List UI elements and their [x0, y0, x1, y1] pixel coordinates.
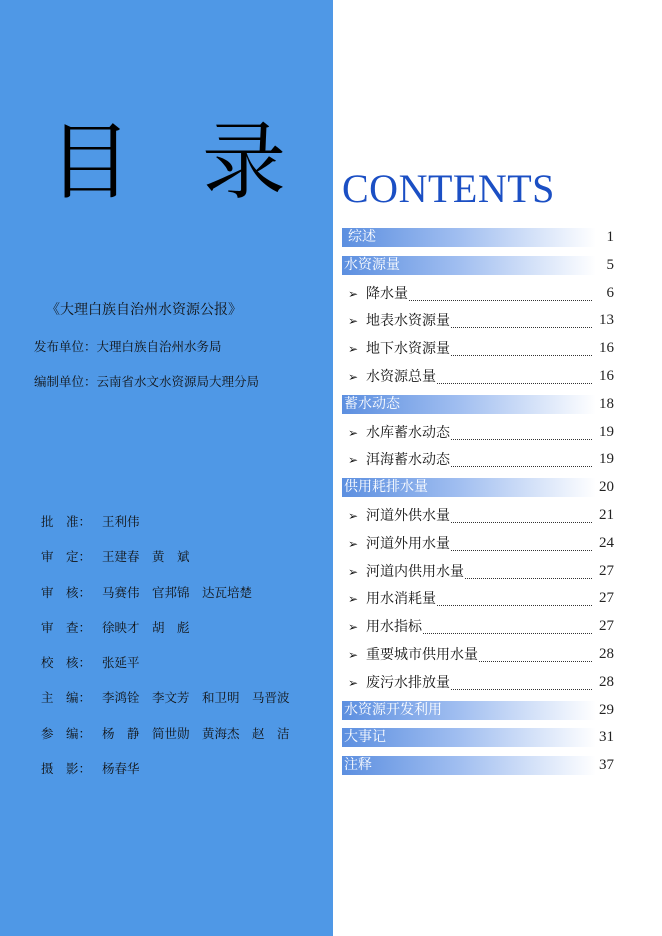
toc-entry-label: 地表水资源量 — [366, 313, 450, 330]
toc-entry-label: 水库蓄水动态 — [366, 424, 450, 441]
staff-row — [41, 724, 290, 759]
toc-page-number: 29 — [599, 701, 614, 718]
toc-section-entry[interactable] — [342, 532, 614, 560]
toc-page-number: 21 — [599, 506, 614, 523]
toc-page-number: 18 — [599, 395, 614, 412]
chapter-highlight-bar — [342, 228, 596, 247]
arrow-bullet-icon: ➢ — [348, 453, 359, 468]
toc-page-number: 20 — [599, 479, 614, 496]
report-name: 《大理白族自治州水资源公报》 — [46, 302, 242, 318]
toc-chapter-entry[interactable] — [342, 393, 614, 421]
toc-page-number: 27 — [599, 590, 614, 607]
toc-page-number: 16 — [599, 340, 614, 357]
staff-role: 校 核： — [41, 655, 92, 671]
arrow-bullet-icon: ➢ — [348, 536, 359, 551]
staff-names: 王建春 黄 斌 — [102, 549, 190, 565]
toc-page-number: 31 — [599, 729, 614, 746]
toc-page-number: 19 — [599, 451, 614, 468]
arrow-bullet-icon: ➢ — [348, 314, 359, 329]
publisher-line: 发布单位：大理白族自治州水务局 — [34, 339, 222, 354]
toc-entry-label: 水资源开发利用 — [344, 701, 442, 718]
toc-page-number: 27 — [599, 618, 614, 635]
toc-section-entry[interactable] — [342, 587, 614, 615]
staff-list — [41, 512, 290, 794]
compiler-line: 编制单位：云南省水文水资源局大理分局 — [34, 374, 260, 389]
staff-row — [41, 653, 290, 688]
toc-section-entry[interactable] — [342, 448, 614, 476]
toc-entry-label: 用水指标 — [366, 619, 422, 636]
toc-page-number: 24 — [599, 534, 614, 551]
staff-names: 徐映才 胡 彪 — [102, 619, 190, 635]
arrow-bullet-icon: ➢ — [348, 286, 359, 301]
page-title: 目录 — [48, 113, 357, 211]
staff-role: 批 准： — [41, 514, 92, 529]
staff-row — [41, 583, 290, 618]
arrow-bullet-icon: ➢ — [348, 592, 359, 607]
staff-row — [41, 512, 290, 547]
staff-role: 审 查： — [41, 619, 92, 635]
toc-page-number: 28 — [599, 673, 614, 690]
toc-chapter-entry[interactable] — [342, 254, 614, 282]
toc-entry-label: 河道外供水量 — [366, 507, 450, 524]
staff-role: 参 编： — [41, 725, 92, 741]
table-of-contents — [342, 226, 614, 782]
toc-page-number: 19 — [599, 423, 614, 440]
staff-row — [41, 618, 290, 653]
toc-chapter-entry[interactable] — [342, 754, 614, 782]
arrow-bullet-icon: ➢ — [348, 564, 359, 579]
staff-names: 李鸿铨 李文芳 和卫明 马晋波 — [102, 690, 290, 706]
toc-page-number: 6 — [606, 284, 614, 301]
toc-entry-label: 洱海蓄水动态 — [366, 452, 450, 469]
toc-section-entry[interactable] — [342, 309, 614, 337]
staff-role: 主 编： — [41, 690, 92, 706]
toc-page-number: 1 — [606, 229, 614, 245]
arrow-bullet-icon: ➢ — [348, 675, 359, 690]
staff-names: 马赛伟 官邦锦 达瓦培楚 — [102, 584, 253, 600]
arrow-bullet-icon: ➢ — [348, 342, 359, 357]
toc-entry-label: 大事记 — [344, 729, 386, 746]
contents-title: CONTENTS — [342, 166, 555, 211]
toc-section-entry[interactable] — [342, 365, 614, 393]
toc-entry-label: 水资源量 — [344, 256, 400, 273]
staff-role: 审 核： — [41, 584, 92, 600]
arrow-bullet-icon: ➢ — [348, 369, 359, 384]
toc-page-number: 16 — [599, 367, 614, 384]
toc-entry-label: 废污水排放量 — [366, 674, 450, 691]
toc-chapter-entry[interactable] — [342, 726, 614, 754]
staff-names: 王利伟 — [102, 514, 140, 529]
toc-section-entry[interactable] — [342, 337, 614, 365]
toc-page-number: 37 — [599, 757, 614, 774]
toc-entry-label: 用水消耗量 — [366, 591, 436, 608]
toc-entry-label: 注释 — [344, 757, 372, 774]
toc-section-entry[interactable] — [342, 643, 614, 671]
arrow-bullet-icon: ➢ — [348, 508, 359, 523]
staff-names: 杨 静 简世勋 黄海杰 赵 洁 — [102, 725, 290, 741]
staff-names: 张延平 — [102, 655, 140, 671]
toc-entry-label: 综述 — [348, 229, 376, 245]
staff-role: 摄 影： — [41, 761, 92, 777]
toc-page-number: 28 — [599, 645, 614, 662]
toc-chapter-entry[interactable] — [342, 476, 614, 504]
staff-row — [41, 688, 290, 723]
toc-section-entry[interactable] — [342, 615, 614, 643]
arrow-bullet-icon: ➢ — [348, 425, 359, 440]
arrow-bullet-icon: ➢ — [348, 620, 359, 635]
toc-entry-label: 降水量 — [366, 285, 408, 302]
toc-chapter-entry[interactable] — [342, 699, 614, 727]
toc-section-entry[interactable] — [342, 671, 614, 699]
toc-entry-label: 地下水资源量 — [366, 341, 450, 358]
staff-row — [41, 547, 290, 582]
toc-entry-label: 供用耗排水量 — [344, 479, 428, 496]
chapter-highlight-bar — [342, 756, 596, 775]
toc-entry-label: 重要城市供用水量 — [366, 646, 478, 663]
toc-entry-label: 水资源总量 — [366, 368, 436, 385]
toc-entry-label: 蓄水动态 — [344, 395, 400, 412]
toc-chapter-entry[interactable] — [342, 226, 614, 254]
toc-section-entry[interactable] — [342, 504, 614, 532]
staff-names: 杨春华 — [102, 761, 140, 777]
staff-row — [41, 759, 290, 794]
toc-section-entry[interactable] — [342, 560, 614, 588]
arrow-bullet-icon: ➢ — [348, 647, 359, 662]
toc-section-entry[interactable] — [342, 421, 614, 449]
toc-entry-label: 河道外用水量 — [366, 535, 450, 552]
toc-page-number: 13 — [599, 312, 614, 329]
toc-page-number: 5 — [606, 256, 614, 273]
toc-page-number: 27 — [599, 562, 614, 579]
staff-role: 审 定： — [41, 549, 92, 565]
toc-section-entry[interactable] — [342, 282, 614, 310]
toc-entry-label: 河道内供用水量 — [366, 563, 464, 580]
